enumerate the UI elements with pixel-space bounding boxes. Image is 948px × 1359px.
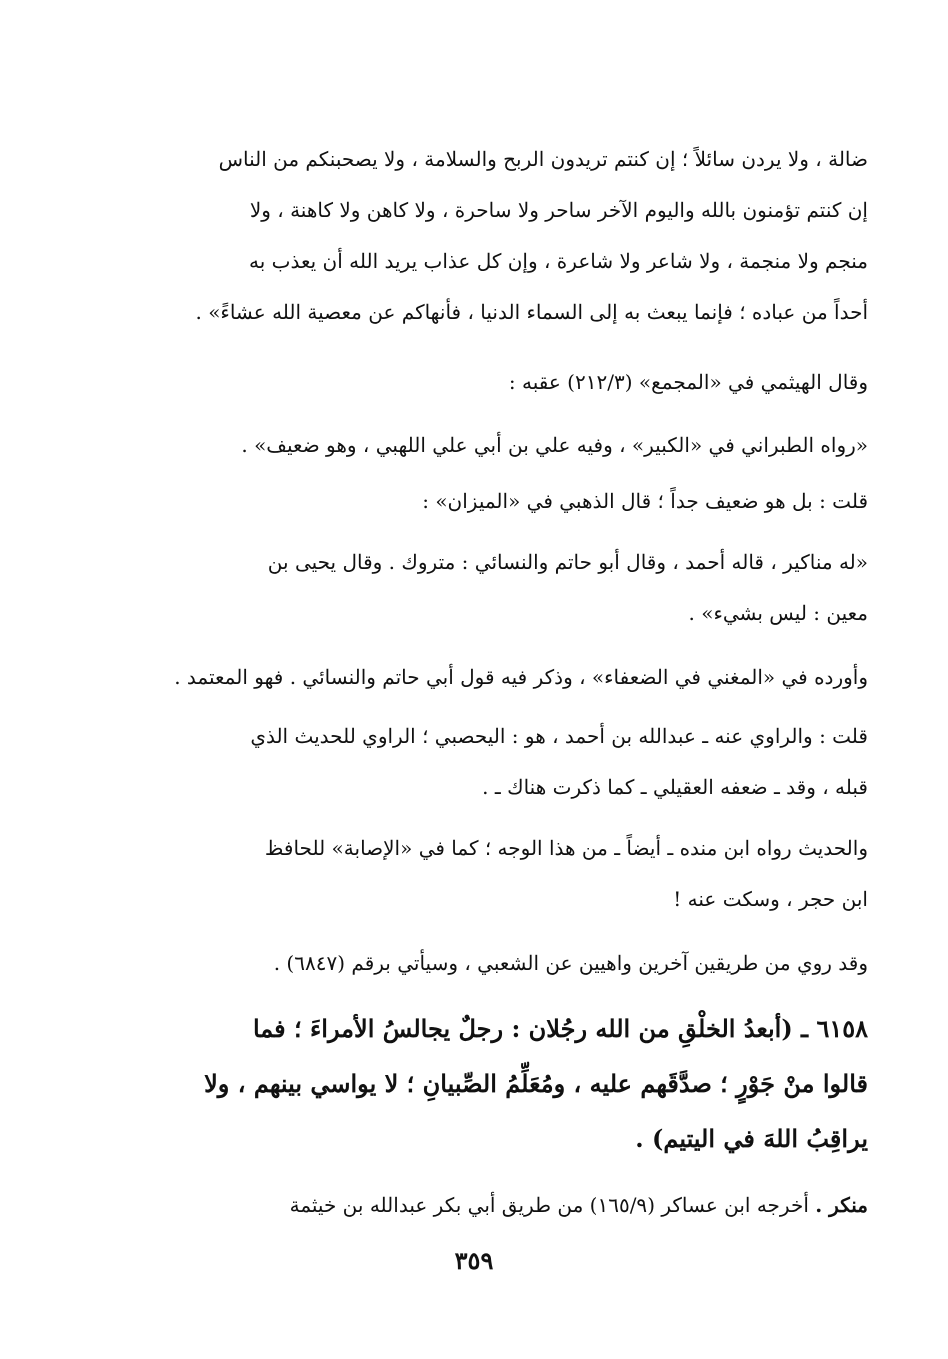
paragraph-ibn-mandah-note (118, 823, 868, 925)
text-line: ابن حجر ، وسكت عنه ! (673, 887, 868, 911)
text-line: «رواه الطبراني في «الكبير» ، وفيه علي بن أبي علي اللهبي ، وهو ضعيف» . (241, 433, 868, 457)
text-line (118, 1180, 868, 1231)
text-line: وأورده في «المغني في الضعفاء» ، وذكر فيه قول أبي حاتم والنسائي . فهو المعتمد . (174, 665, 868, 689)
text-line: قلت : بل هو ضعيف جداً ؛ قال الذهبي في «الميزان» : (422, 489, 868, 513)
paragraph-haythami-note (118, 357, 868, 408)
verdict-label: منكر . (815, 1193, 868, 1217)
hadith-line: يراقِبُ اللهَ في اليتيم) . (635, 1124, 868, 1153)
verdict-text: أخرجه ابن عساكر (١٦٥/٩) من طريق أبي بكر عبدالله بن خيثمة (289, 1193, 816, 1217)
paragraph-other-routes (118, 938, 868, 989)
hadith-text (118, 1001, 868, 1166)
text-line: أحداً من عباده ؛ فإنما يبعث به إلى السماء الدنيا ، فأنهاكم عن معصية الله عشاءً» . (195, 300, 868, 324)
hadith-line: قالوا منْ جَوْرٍ ؛ صدَّقَهم عليه ، ومُعَلِّمُ الصِّبيانِ ؛ لا يواسي بينهم ، ولا (204, 1069, 868, 1098)
hadith-line: ٦١٥٨ ـ (أبعدُ الخلْقِ من الله رجُلان : رجلٌ يجالسُ الأمراءَ ؛ فما (252, 1014, 868, 1043)
text-line: والحديث رواه ابن منده ـ أيضاً ـ من هذا الوجه ؛ كما في «الإصابة» للحافظ (264, 836, 868, 860)
paragraph-quote-continuation (118, 134, 868, 338)
text-line: «له مناكير ، قاله أحمد ، وقال أبو حاتم والنسائي : متروك . وقال يحيى بن (267, 550, 868, 574)
paragraph-verdict (118, 1180, 868, 1231)
text-line: وقال الهيثمي في «المجمع» (٢١٢/٣) عقبه : (508, 370, 868, 394)
text-line: معين : ليس بشيء» . (688, 601, 868, 625)
paragraph-mughni-note (118, 652, 868, 703)
paragraph-narrator-note (118, 711, 868, 813)
paragraph-tabarani-quote (118, 420, 868, 471)
page-number: ٣٥٩ (454, 1246, 494, 1275)
text-line: وقد روي من طريقين آخرين واهيين عن الشعبي ، وسيأتي برقم (٦٨٤٧) . (273, 951, 868, 975)
text-line: ضالة ، ولا يردن سائلاً ؛ إن كنتم تريدون الربح والسلامة ، ولا يصحبنكم من الناس (218, 147, 868, 171)
paragraph-mizan-quote (118, 537, 868, 639)
text-line: قلت : والراوي عنه ـ عبدالله بن أحمد ، هو : اليحصبي ؛ الراوي للحديث الذي (250, 724, 868, 748)
text-line: قبله ، وقد ـ ضعفه العقيلي ـ كما ذكرت هناك ـ . (482, 775, 868, 799)
text-line: إن كنتم تؤمنون بالله واليوم الآخر ساحر ولا ساحرة ، ولا كاهن ولا كاهنة ، ولا (249, 198, 868, 222)
text-line: منجم ولا منجمة ، ولا شاعر ولا شاعرة ، وإن كل عذاب يريد الله أن يعذب به (249, 249, 868, 273)
paragraph-dhahabi-note (118, 476, 868, 527)
